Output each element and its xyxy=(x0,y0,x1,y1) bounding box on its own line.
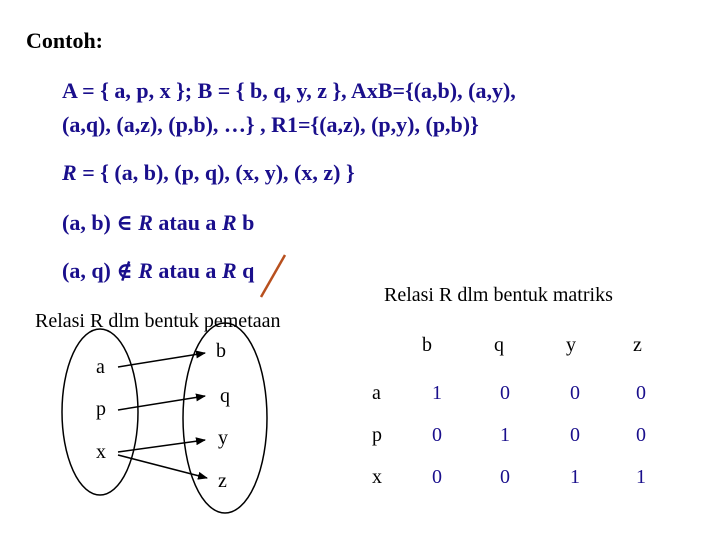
matrix-row-header: x xyxy=(372,466,382,488)
non-member-relation: R xyxy=(138,258,153,283)
matrix-cell: 0 xyxy=(432,466,442,488)
matrix-col-header: z xyxy=(633,334,642,356)
matrix-cell: 0 xyxy=(570,424,580,446)
matrix-cell: 0 xyxy=(432,424,442,446)
non-member-pair: (a, q) xyxy=(62,258,117,283)
matrix-col-header: y xyxy=(566,334,576,356)
matrix-cell: 0 xyxy=(636,382,646,404)
codomain-element: y xyxy=(218,427,228,449)
matrix-row-header: a xyxy=(372,382,381,404)
codomain-element: b xyxy=(216,340,226,362)
arrow-x-to-z xyxy=(118,455,207,478)
non-member-relation-infix: R xyxy=(221,258,237,283)
matrix-cell: 0 xyxy=(500,382,510,404)
non-member-tail: q xyxy=(236,258,255,283)
relation-elements: = { (a, b), (p, q), (x, y), (x, z) } xyxy=(76,160,355,185)
member-text: atau a xyxy=(152,210,222,235)
domain-element: a xyxy=(96,356,105,378)
matrix-cell: 0 xyxy=(570,382,580,404)
element-of-symbol: ∈ xyxy=(116,210,133,235)
negation-slash xyxy=(261,255,285,297)
matrix-cell: 1 xyxy=(500,424,510,446)
arrow-p-to-q xyxy=(118,396,205,410)
domain-element: x xyxy=(96,441,106,463)
member-relation: R xyxy=(138,210,153,235)
member-pair: (a, b) xyxy=(62,210,117,235)
matrix-cell: 0 xyxy=(500,466,510,488)
matrix-col-header: b xyxy=(422,334,432,356)
matrix-row-header: p xyxy=(372,424,382,446)
sets-line-2: (a,q), (a,z), (p,b), …} , R1={(a,z), (p,y), (p,b)} xyxy=(62,112,479,137)
matrix-cell: 1 xyxy=(432,382,442,404)
matrix-col-header: q xyxy=(494,334,504,356)
relation-symbol: R xyxy=(62,160,77,185)
arrow-x-to-y xyxy=(118,440,205,452)
matrix-cell: 1 xyxy=(636,466,646,488)
domain-element: p xyxy=(96,398,106,420)
codomain-element: z xyxy=(218,470,227,492)
page-heading: Contoh: xyxy=(26,28,104,53)
mapping-title: Relasi R dlm bentuk pemetaan xyxy=(35,310,281,332)
codomain-element: q xyxy=(220,385,230,407)
not-element-of-symbol: ∉ xyxy=(116,258,133,283)
matrix-title: Relasi R dlm bentuk matriks xyxy=(384,284,613,306)
member-relation-infix: R xyxy=(221,210,237,235)
non-member-text: atau a xyxy=(152,258,222,283)
matrix-cell: 1 xyxy=(570,466,580,488)
sets-line-1: A = { a, p, x }; B = { b, q, y, z }, AxB={(a,b), (a,y), xyxy=(62,78,516,103)
matrix-cell: 0 xyxy=(636,424,646,446)
member-tail: b xyxy=(236,210,255,235)
